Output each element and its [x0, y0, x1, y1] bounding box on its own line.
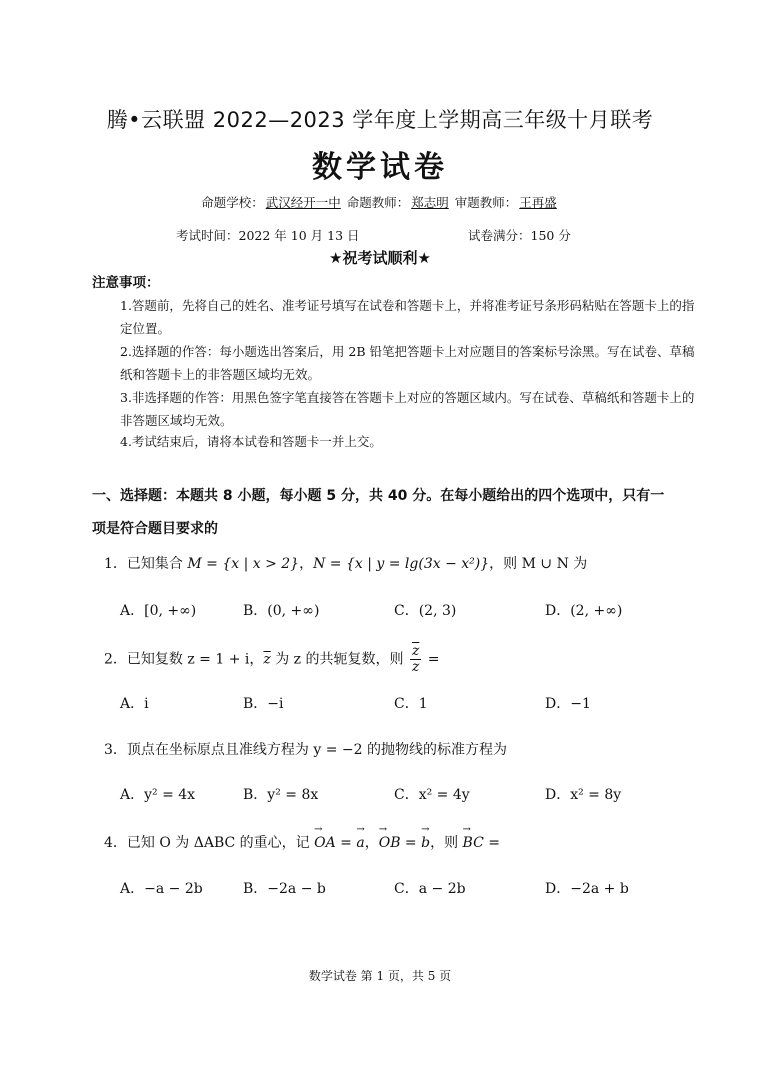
subject-title: 数学试卷: [312, 150, 448, 185]
reviewer-name: 王再盛: [519, 195, 557, 210]
q4-option-b: B．−2a − b: [243, 881, 326, 897]
q1-set-m: M = {x | x > 2}: [187, 556, 300, 572]
setter-name: 郑志明: [411, 195, 449, 210]
exam-meta: [0, 193, 760, 211]
q3-option-d: D．x² = 8y: [545, 787, 622, 803]
q1-sep: ，: [299, 556, 314, 572]
school-label: 命题学校：: [201, 195, 264, 210]
q2-conjugate: $\overline{z}$: [263, 651, 271, 668]
q1-option-c: C．(2, 3): [394, 603, 457, 619]
section-heading: 一、选择题：本题共 8 小题，每小题 5 分，共 40 分。在每小题给出的四个选项中，只有一项是符合题目要求的: [92, 488, 665, 537]
q2-frac-numerator: $\overline{z}$: [411, 643, 420, 659]
q4-comma: ，: [364, 835, 379, 851]
q4-vector-a: → a: [356, 835, 364, 851]
q2-frac-denominator: z: [411, 659, 420, 675]
q2-fraction: [410, 644, 421, 675]
q4-eq-b: =: [400, 835, 422, 851]
q1-option-a: A．[0, +∞): [120, 603, 197, 619]
page-footer: 数学试卷 第 1 页，共 5 页: [308, 969, 452, 983]
school-name: 武汉经开一中: [265, 195, 341, 210]
q2-suffix: =: [423, 651, 440, 668]
q1-set-n: N = {x | y = lg(3x − x²)}: [313, 556, 490, 572]
q1-option-b: B．(0, +∞): [243, 603, 320, 619]
q2-option-c: C．1: [394, 696, 428, 712]
q4-vector-oa: → OA: [314, 835, 336, 851]
q3-option-a: A．y² = 4x: [120, 787, 196, 803]
q3-option-c: C．x² = 4y: [394, 787, 470, 803]
q1-option-d: D．(2, +∞): [545, 603, 623, 619]
q1-suffix: ，则 M ∪ N 为: [489, 556, 588, 572]
notice-item: 2.选择题的作答：每小题选出答案后，用 2B 铅笔把答题卡上对应题目的答案标号涂黑。写在试卷、草稿纸和答题卡上的非答题区域均无效。: [120, 344, 695, 382]
exam-time: 考试时间：2022 年 10 月 13 日: [176, 228, 360, 243]
reviewer-label: 审题教师：: [454, 195, 518, 210]
question-3: 3．顶点在坐标原点且准线方程为 y = −2 的抛物线的标准方程为: [104, 742, 507, 758]
q4-eq-a: =: [335, 835, 357, 851]
notice-item: 1.答题前，先将自己的姓名、准考证号填写在试卷和答题卡上，并将准考证号条形码粘贴在答题卡上的指定位置。: [120, 298, 695, 336]
q4-vector-bc: → BC: [463, 835, 484, 851]
q4-option-c: C．a − 2b: [394, 881, 466, 897]
notice-item: 4.考试结束后，请将本试卷和答题卡一并上交。: [120, 434, 382, 449]
q3-option-b: B．y² = 8x: [243, 787, 319, 803]
q4-option-a: A．−a − 2b: [120, 881, 203, 897]
question-1: [104, 553, 587, 573]
q2-option-b: B．−i: [243, 696, 284, 712]
question-2: [104, 644, 440, 675]
q2-middle: 为 z 的共轭复数，则: [270, 651, 408, 668]
q2-prefix: 2．已知复数 z = 1 + i，: [104, 651, 264, 668]
question-4: [104, 832, 500, 852]
exam-title: 腾•云联盟 2022—2023 学年度上学期高三年级十月联考: [106, 108, 654, 132]
q4-vector-b: → b: [421, 835, 430, 851]
q4-prefix: 4．已知 O 为 ΔABC 的重心，记: [104, 835, 315, 851]
q2-option-a: A．i: [120, 696, 149, 712]
q4-suffix: =: [483, 835, 500, 851]
good-luck-banner: ★祝考试顺利★: [329, 249, 431, 267]
notice-heading: 注意事项：: [92, 275, 160, 291]
q1-prefix: 1．已知集合: [104, 556, 188, 572]
q4-option-d: D．−2a + b: [545, 881, 629, 897]
q2-option-d: D．−1: [545, 696, 591, 712]
q4-vector-ob: → OB: [379, 835, 401, 851]
notice-item: 3.非选择题的作答：用黑色签字笔直接答在答题卡上对应的答题区域内。写在试卷、草稿纸和答题卡上的非答题区域均无效。: [120, 390, 695, 428]
q4-then: ，则: [430, 835, 463, 851]
setter-label: 命题教师：: [346, 195, 410, 210]
full-score: 试卷满分：150 分: [468, 228, 571, 243]
